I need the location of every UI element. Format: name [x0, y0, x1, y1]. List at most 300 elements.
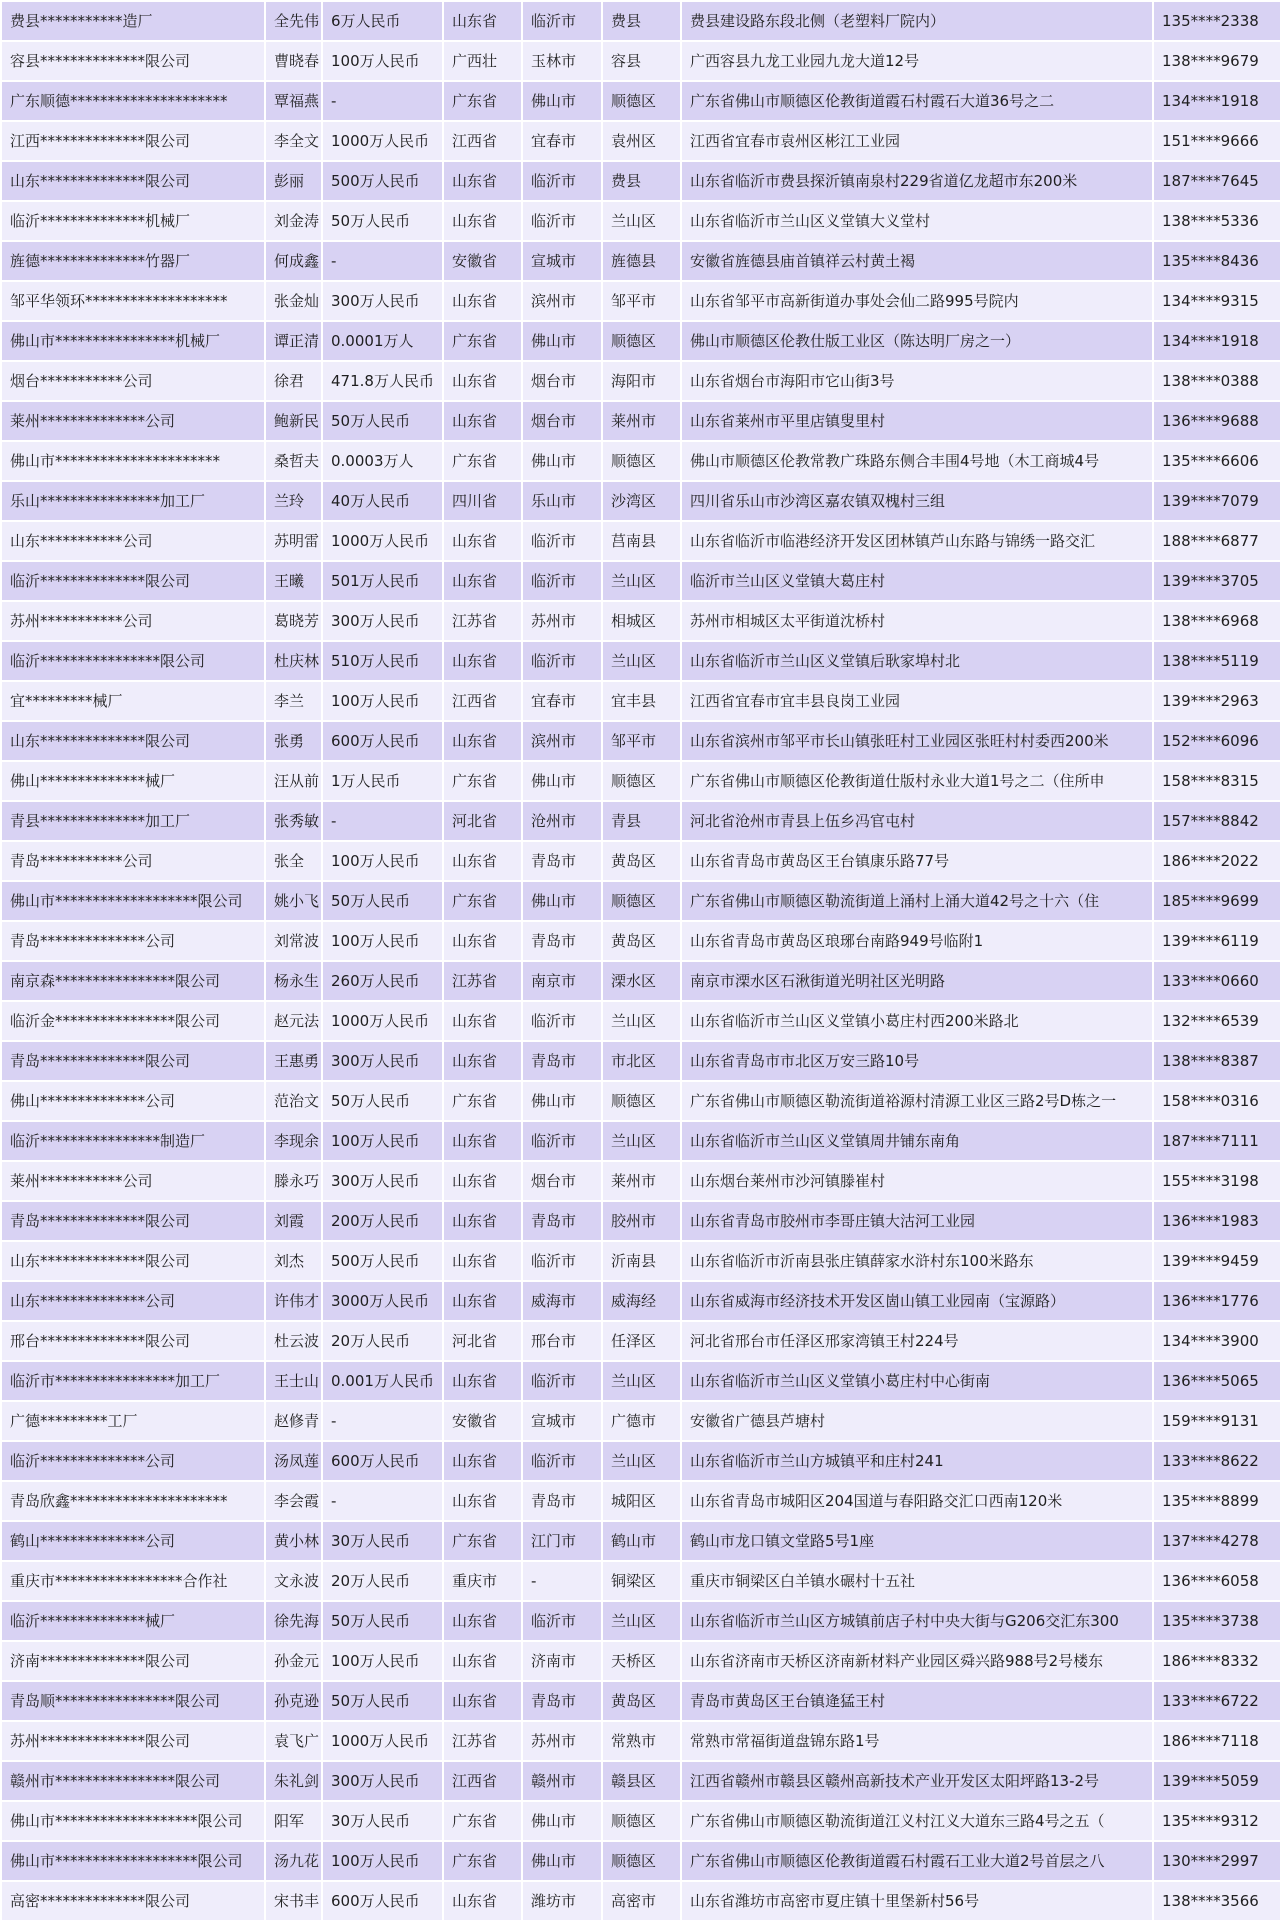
address-cell: 广东省佛山市顺德区伦教街道仕版村永业大道1号之二（住所申: [681, 761, 1153, 801]
contact-cell: 汪从前: [265, 761, 322, 801]
city-cell: 青岛市: [522, 1041, 602, 1081]
contact-cell: 葛晓芳: [265, 601, 322, 641]
district-cell: 任泽区: [602, 1321, 681, 1361]
phone-cell: 133****8622: [1153, 1441, 1280, 1481]
phone-cell: 133****6722: [1153, 1681, 1280, 1721]
contact-cell: 张全: [265, 841, 322, 881]
district-cell: 莱州市: [602, 1161, 681, 1201]
table-row: [1, 321, 1280, 361]
phone-cell: 136****6058: [1153, 1561, 1280, 1601]
address-cell: 山东省临沂市兰山区义堂镇大义堂村: [681, 201, 1153, 241]
district-cell: 顺德区: [602, 761, 681, 801]
city-cell: 临沂市: [522, 1441, 602, 1481]
company-name-cell: 青岛**************公司: [1, 921, 265, 961]
district-cell: 沙湾区: [602, 481, 681, 521]
phone-cell: 135****8436: [1153, 241, 1280, 281]
capital-cell: -: [322, 1401, 443, 1441]
district-cell: 青县: [602, 801, 681, 841]
city-cell: -: [522, 1561, 602, 1601]
city-cell: 邢台市: [522, 1321, 602, 1361]
address-cell: 山东省临沂市临港经济开发区团林镇芦山东路与锦绣一路交汇: [681, 521, 1153, 561]
company-name-cell: 青岛欣鑫*********************: [1, 1481, 265, 1521]
address-cell: 山东省青岛市市北区万安三路10号: [681, 1041, 1153, 1081]
table-row: [1, 881, 1280, 921]
city-cell: 临沂市: [522, 561, 602, 601]
table-row: [1, 1401, 1280, 1441]
province-cell: 广东省: [443, 81, 522, 121]
phone-cell: 185****9699: [1153, 881, 1280, 921]
company-name-cell: 佛山市*******************限公司: [1, 1801, 265, 1841]
contact-cell: 赵修青: [265, 1401, 322, 1441]
province-cell: 河北省: [443, 1321, 522, 1361]
district-cell: 邹平市: [602, 721, 681, 761]
table-row: [1, 1201, 1280, 1241]
contact-cell: 孙克逊: [265, 1681, 322, 1721]
district-cell: 铜梁区: [602, 1561, 681, 1601]
district-cell: 容县: [602, 41, 681, 81]
company-name-cell: 青岛***********公司: [1, 841, 265, 881]
contact-cell: 杜云波: [265, 1321, 322, 1361]
address-cell: 山东省临沂市兰山方城镇平和庄村241: [681, 1441, 1153, 1481]
province-cell: 江西省: [443, 681, 522, 721]
province-cell: 山东省: [443, 401, 522, 441]
table-row: [1, 761, 1280, 801]
company-name-cell: 佛山市*******************限公司: [1, 881, 265, 921]
province-cell: 山东省: [443, 1281, 522, 1321]
address-cell: 山东省莱州市平里店镇叟里村: [681, 401, 1153, 441]
district-cell: 莒南县: [602, 521, 681, 561]
phone-cell: 135****8899: [1153, 1481, 1280, 1521]
address-cell: 山东省临沂市兰山区义堂镇后耿家埠村北: [681, 641, 1153, 681]
city-cell: 宜春市: [522, 681, 602, 721]
district-cell: 黄岛区: [602, 841, 681, 881]
company-name-cell: 临沂**************机械厂: [1, 201, 265, 241]
table-row: [1, 1321, 1280, 1361]
phone-cell: 138****9679: [1153, 41, 1280, 81]
capital-cell: 300万人民币: [322, 1041, 443, 1081]
address-cell: 苏州市相城区太平街道沈桥村: [681, 601, 1153, 641]
province-cell: 江西省: [443, 1761, 522, 1801]
address-cell: 广东省佛山市顺德区勒流街道裕源村清源工业区三路2号D栋之一: [681, 1081, 1153, 1121]
district-cell: 宜丰县: [602, 681, 681, 721]
contact-cell: 张金灿: [265, 281, 322, 321]
table-row: [1, 1521, 1280, 1561]
table-row: [1, 41, 1280, 81]
district-cell: 海阳市: [602, 361, 681, 401]
address-cell: 广东省佛山市顺德区勒流街道江义村江义大道东三路4号之五（: [681, 1801, 1153, 1841]
capital-cell: 1000万人民币: [322, 521, 443, 561]
capital-cell: -: [322, 1481, 443, 1521]
table-row: [1, 1801, 1280, 1841]
capital-cell: 100万人民币: [322, 681, 443, 721]
capital-cell: 100万人民币: [322, 1841, 443, 1881]
district-cell: 顺德区: [602, 1081, 681, 1121]
address-cell: 南京市溧水区石湫街道光明社区光明路: [681, 961, 1153, 1001]
phone-cell: 135****6606: [1153, 441, 1280, 481]
contact-cell: 桑哲夫: [265, 441, 322, 481]
capital-cell: 20万人民币: [322, 1321, 443, 1361]
contact-cell: 王曦: [265, 561, 322, 601]
address-cell: 广东省佛山市顺德区勒流街道上涌村上涌大道42号之十六（住: [681, 881, 1153, 921]
company-name-cell: 佛山**************公司: [1, 1081, 265, 1121]
district-cell: 兰山区: [602, 1441, 681, 1481]
city-cell: 苏州市: [522, 1721, 602, 1761]
capital-cell: 0.0003万人: [322, 441, 443, 481]
city-cell: 佛山市: [522, 1801, 602, 1841]
contact-cell: 彭丽: [265, 161, 322, 201]
province-cell: 江苏省: [443, 961, 522, 1001]
district-cell: 费县: [602, 1, 681, 41]
address-cell: 河北省沧州市青县上伍乡冯官屯村: [681, 801, 1153, 841]
table-row: [1, 481, 1280, 521]
company-name-cell: 山东**************限公司: [1, 721, 265, 761]
table-row: [1, 841, 1280, 881]
phone-cell: 136****1983: [1153, 1201, 1280, 1241]
contact-cell: 曹晓春: [265, 41, 322, 81]
table-row: [1, 1481, 1280, 1521]
city-cell: 佛山市: [522, 321, 602, 361]
table-row: [1, 561, 1280, 601]
phone-cell: 151****9666: [1153, 121, 1280, 161]
address-cell: 重庆市铜梁区白羊镇水碾村十五社: [681, 1561, 1153, 1601]
province-cell: 广东省: [443, 321, 522, 361]
contact-cell: 李会霞: [265, 1481, 322, 1521]
city-cell: 烟台市: [522, 361, 602, 401]
capital-cell: -: [322, 241, 443, 281]
table-row: [1, 681, 1280, 721]
phone-cell: 186****8332: [1153, 1641, 1280, 1681]
city-cell: 青岛市: [522, 1201, 602, 1241]
district-cell: 兰山区: [602, 1361, 681, 1401]
capital-cell: 300万人民币: [322, 1161, 443, 1201]
city-cell: 烟台市: [522, 1161, 602, 1201]
address-cell: 山东省临沂市沂南县张庄镇薛家水浒村东100米路东: [681, 1241, 1153, 1281]
company-name-cell: 青县**************加工厂: [1, 801, 265, 841]
capital-cell: 1000万人民币: [322, 1001, 443, 1041]
district-cell: 威海经: [602, 1281, 681, 1321]
address-cell: 山东烟台莱州市沙河镇滕崔村: [681, 1161, 1153, 1201]
address-cell: 山东省临沂市兰山区义堂镇周井铺东南角: [681, 1121, 1153, 1161]
company-name-cell: 临沂****************制造厂: [1, 1121, 265, 1161]
city-cell: 青岛市: [522, 1481, 602, 1521]
contact-cell: 孙金元: [265, 1641, 322, 1681]
address-cell: 山东省邹平市高新街道办事处会仙二路995号院内: [681, 281, 1153, 321]
province-cell: 山东省: [443, 1201, 522, 1241]
capital-cell: 300万人民币: [322, 1761, 443, 1801]
address-cell: 山东省临沂市兰山区义堂镇小葛庄村中心街南: [681, 1361, 1153, 1401]
province-cell: 山东省: [443, 841, 522, 881]
company-name-cell: 临沂****************限公司: [1, 641, 265, 681]
district-cell: 顺德区: [602, 321, 681, 361]
district-cell: 沂南县: [602, 1241, 681, 1281]
capital-cell: 500万人民币: [322, 161, 443, 201]
city-cell: 佛山市: [522, 1841, 602, 1881]
contact-cell: 袁飞广: [265, 1721, 322, 1761]
address-cell: 山东省青岛市黄岛区琅琊台南路949号临附1: [681, 921, 1153, 961]
city-cell: 烟台市: [522, 401, 602, 441]
capital-cell: 500万人民币: [322, 1241, 443, 1281]
province-cell: 广东省: [443, 1521, 522, 1561]
company-name-cell: 临沂**************械厂: [1, 1601, 265, 1641]
contact-cell: 全先伟: [265, 1, 322, 41]
table-row: [1, 121, 1280, 161]
contact-cell: 阳军: [265, 1801, 322, 1841]
capital-cell: 30万人民币: [322, 1801, 443, 1841]
district-cell: 顺德区: [602, 881, 681, 921]
address-cell: 山东省临沂市兰山区方城镇前店子村中央大街与G206交汇东300: [681, 1601, 1153, 1641]
address-cell: 青岛市黄岛区王台镇逄猛王村: [681, 1681, 1153, 1721]
capital-cell: 471.8万人民币: [322, 361, 443, 401]
company-name-cell: 临沂**************公司: [1, 1441, 265, 1481]
city-cell: 临沂市: [522, 161, 602, 201]
phone-cell: 137****4278: [1153, 1521, 1280, 1561]
phone-cell: 139****3705: [1153, 561, 1280, 601]
phone-cell: 135****2338: [1153, 1, 1280, 41]
phone-cell: 135****3738: [1153, 1601, 1280, 1641]
province-cell: 山东省: [443, 921, 522, 961]
company-name-cell: 广东顺德*********************: [1, 81, 265, 121]
province-cell: 河北省: [443, 801, 522, 841]
city-cell: 临沂市: [522, 1121, 602, 1161]
city-cell: 临沂市: [522, 1001, 602, 1041]
city-cell: 江门市: [522, 1521, 602, 1561]
company-name-cell: 广德*********工厂: [1, 1401, 265, 1441]
table-row: [1, 1, 1280, 41]
city-cell: 佛山市: [522, 81, 602, 121]
address-cell: 鹤山市龙口镇文堂路5号1座: [681, 1521, 1153, 1561]
district-cell: 天桥区: [602, 1641, 681, 1681]
phone-cell: 134****9315: [1153, 281, 1280, 321]
address-cell: 山东省临沂市费县探沂镇南泉村229省道亿龙超市东200米: [681, 161, 1153, 201]
city-cell: 临沂市: [522, 201, 602, 241]
contact-cell: 张秀敏: [265, 801, 322, 841]
province-cell: 山东省: [443, 721, 522, 761]
district-cell: 市北区: [602, 1041, 681, 1081]
province-cell: 广东省: [443, 441, 522, 481]
table-row: [1, 1761, 1280, 1801]
district-cell: 袁州区: [602, 121, 681, 161]
company-name-cell: 青岛**************限公司: [1, 1041, 265, 1081]
contact-cell: 刘霞: [265, 1201, 322, 1241]
city-cell: 青岛市: [522, 921, 602, 961]
address-cell: 山东省青岛市胶州市李哥庄镇大沽河工业园: [681, 1201, 1153, 1241]
table-row: [1, 401, 1280, 441]
capital-cell: 300万人民币: [322, 601, 443, 641]
capital-cell: 1万人民币: [322, 761, 443, 801]
table-row: [1, 1641, 1280, 1681]
phone-cell: 157****8842: [1153, 801, 1280, 841]
address-cell: 临沂市兰山区义堂镇大葛庄村: [681, 561, 1153, 601]
contact-cell: 文永波: [265, 1561, 322, 1601]
province-cell: 山东省: [443, 361, 522, 401]
capital-cell: 600万人民币: [322, 1881, 443, 1921]
district-cell: 兰山区: [602, 1001, 681, 1041]
contact-cell: 黄小林: [265, 1521, 322, 1561]
city-cell: 临沂市: [522, 641, 602, 681]
address-cell: 江西省赣州市赣县区赣州高新技术产业开发区太阳坪路13-2号: [681, 1761, 1153, 1801]
phone-cell: 134****1918: [1153, 81, 1280, 121]
contact-cell: 谭正清: [265, 321, 322, 361]
phone-cell: 159****9131: [1153, 1401, 1280, 1441]
phone-cell: 186****7118: [1153, 1721, 1280, 1761]
city-cell: 潍坊市: [522, 1881, 602, 1921]
company-name-cell: 莱州**************公司: [1, 401, 265, 441]
contact-cell: 兰玲: [265, 481, 322, 521]
capital-cell: 20万人民币: [322, 1561, 443, 1601]
table-row: [1, 721, 1280, 761]
province-cell: 山东省: [443, 521, 522, 561]
city-cell: 济南市: [522, 1641, 602, 1681]
capital-cell: 50万人民币: [322, 1681, 443, 1721]
table-row: [1, 1161, 1280, 1201]
phone-cell: 152****6096: [1153, 721, 1280, 761]
province-cell: 广西壮: [443, 41, 522, 81]
table-row: [1, 1561, 1280, 1601]
phone-cell: 130****2997: [1153, 1841, 1280, 1881]
capital-cell: 200万人民币: [322, 1201, 443, 1241]
company-name-cell: 临沂市****************加工厂: [1, 1361, 265, 1401]
company-name-cell: 容县**************限公司: [1, 41, 265, 81]
address-cell: 四川省乐山市沙湾区嘉农镇双槐村三组: [681, 481, 1153, 521]
contact-cell: 许伟才: [265, 1281, 322, 1321]
table-row: [1, 361, 1280, 401]
phone-cell: 138****5336: [1153, 201, 1280, 241]
province-cell: 山东省: [443, 281, 522, 321]
address-cell: 江西省宜春市袁州区彬江工业园: [681, 121, 1153, 161]
capital-cell: 501万人民币: [322, 561, 443, 601]
district-cell: 溧水区: [602, 961, 681, 1001]
address-cell: 广西容县九龙工业园九龙大道12号: [681, 41, 1153, 81]
contact-cell: 李全文: [265, 121, 322, 161]
address-cell: 山东省青岛市城阳区204国道与春阳路交汇口西南120米: [681, 1481, 1153, 1521]
table-row: [1, 281, 1280, 321]
company-name-cell: 青岛**************限公司: [1, 1201, 265, 1241]
table-row: [1, 81, 1280, 121]
contact-cell: 王士山: [265, 1361, 322, 1401]
company-name-cell: 佛山市*******************限公司: [1, 1841, 265, 1881]
province-cell: 山东省: [443, 641, 522, 681]
phone-cell: 138****6968: [1153, 601, 1280, 641]
contact-cell: 姚小飞: [265, 881, 322, 921]
table-row: [1, 921, 1280, 961]
city-cell: 临沂市: [522, 1, 602, 41]
province-cell: 山东省: [443, 1241, 522, 1281]
province-cell: 山东省: [443, 1641, 522, 1681]
district-cell: 兰山区: [602, 201, 681, 241]
table-row: [1, 1601, 1280, 1641]
capital-cell: 510万人民币: [322, 641, 443, 681]
province-cell: 广东省: [443, 881, 522, 921]
capital-cell: 50万人民币: [322, 401, 443, 441]
company-name-cell: 费县***********造厂: [1, 1, 265, 41]
phone-cell: 138****5119: [1153, 641, 1280, 681]
phone-cell: 139****2963: [1153, 681, 1280, 721]
contact-cell: 范治文: [265, 1081, 322, 1121]
province-cell: 四川省: [443, 481, 522, 521]
city-cell: 佛山市: [522, 441, 602, 481]
company-name-cell: 江西**************限公司: [1, 121, 265, 161]
company-name-cell: 宜*********械厂: [1, 681, 265, 721]
capital-cell: 0.0001万人: [322, 321, 443, 361]
capital-cell: 100万人民币: [322, 841, 443, 881]
company-name-cell: 赣州市****************限公司: [1, 1761, 265, 1801]
city-cell: 威海市: [522, 1281, 602, 1321]
province-cell: 山东省: [443, 1441, 522, 1481]
district-cell: 赣县区: [602, 1761, 681, 1801]
district-cell: 顺德区: [602, 1801, 681, 1841]
province-cell: 山东省: [443, 161, 522, 201]
phone-cell: 134****3900: [1153, 1321, 1280, 1361]
city-cell: 临沂市: [522, 521, 602, 561]
company-name-cell: 济南**************限公司: [1, 1641, 265, 1681]
contact-cell: 刘常波: [265, 921, 322, 961]
table-row: [1, 441, 1280, 481]
table-row: [1, 1881, 1280, 1921]
capital-cell: 50万人民币: [322, 201, 443, 241]
province-cell: 广东省: [443, 1841, 522, 1881]
province-cell: 山东省: [443, 1001, 522, 1041]
district-cell: 黄岛区: [602, 1681, 681, 1721]
capital-cell: 3000万人民币: [322, 1281, 443, 1321]
capital-cell: 600万人民币: [322, 721, 443, 761]
city-cell: 玉林市: [522, 41, 602, 81]
contact-cell: 杜庆林: [265, 641, 322, 681]
capital-cell: 300万人民币: [322, 281, 443, 321]
district-cell: 城阳区: [602, 1481, 681, 1521]
contact-cell: 刘金涛: [265, 201, 322, 241]
company-name-cell: 乐山****************加工厂: [1, 481, 265, 521]
capital-cell: 260万人民币: [322, 961, 443, 1001]
contact-cell: 张勇: [265, 721, 322, 761]
company-name-cell: 邢台**************限公司: [1, 1321, 265, 1361]
province-cell: 山东省: [443, 1881, 522, 1921]
company-name-cell: 鹤山**************公司: [1, 1521, 265, 1561]
table-row: [1, 641, 1280, 681]
address-cell: 山东省济南市天桥区济南新材料产业园区舜兴路988号2号楼东: [681, 1641, 1153, 1681]
company-name-cell: 高密**************限公司: [1, 1881, 265, 1921]
phone-cell: 138****0388: [1153, 361, 1280, 401]
phone-cell: 132****6539: [1153, 1001, 1280, 1041]
phone-cell: 187****7645: [1153, 161, 1280, 201]
city-cell: 滨州市: [522, 721, 602, 761]
table-row: [1, 201, 1280, 241]
phone-cell: 139****9459: [1153, 1241, 1280, 1281]
phone-cell: 136****1776: [1153, 1281, 1280, 1321]
city-cell: 苏州市: [522, 601, 602, 641]
address-cell: 安徽省广德县芦塘村: [681, 1401, 1153, 1441]
district-cell: 兰山区: [602, 1601, 681, 1641]
city-cell: 宣城市: [522, 1401, 602, 1441]
city-cell: 青岛市: [522, 1681, 602, 1721]
table-row: [1, 1121, 1280, 1161]
city-cell: 佛山市: [522, 1081, 602, 1121]
capital-cell: 100万人民币: [322, 1641, 443, 1681]
address-cell: 山东省滨州市邹平市长山镇张旺村工业园区张旺村村委西200米: [681, 721, 1153, 761]
contact-cell: 李现余: [265, 1121, 322, 1161]
company-name-cell: 山东***********公司: [1, 521, 265, 561]
table-row: [1, 1241, 1280, 1281]
address-cell: 江西省宜春市宜丰县良岗工业园: [681, 681, 1153, 721]
table-row: [1, 521, 1280, 561]
address-cell: 安徽省旌德县庙首镇祥云村黄土褐: [681, 241, 1153, 281]
company-name-cell: 佛山市**********************: [1, 441, 265, 481]
contact-cell: 汤凤莲: [265, 1441, 322, 1481]
province-cell: 山东省: [443, 1041, 522, 1081]
province-cell: 山东省: [443, 1121, 522, 1161]
city-cell: 临沂市: [522, 1241, 602, 1281]
phone-cell: 155****3198: [1153, 1161, 1280, 1201]
district-cell: 胶州市: [602, 1201, 681, 1241]
